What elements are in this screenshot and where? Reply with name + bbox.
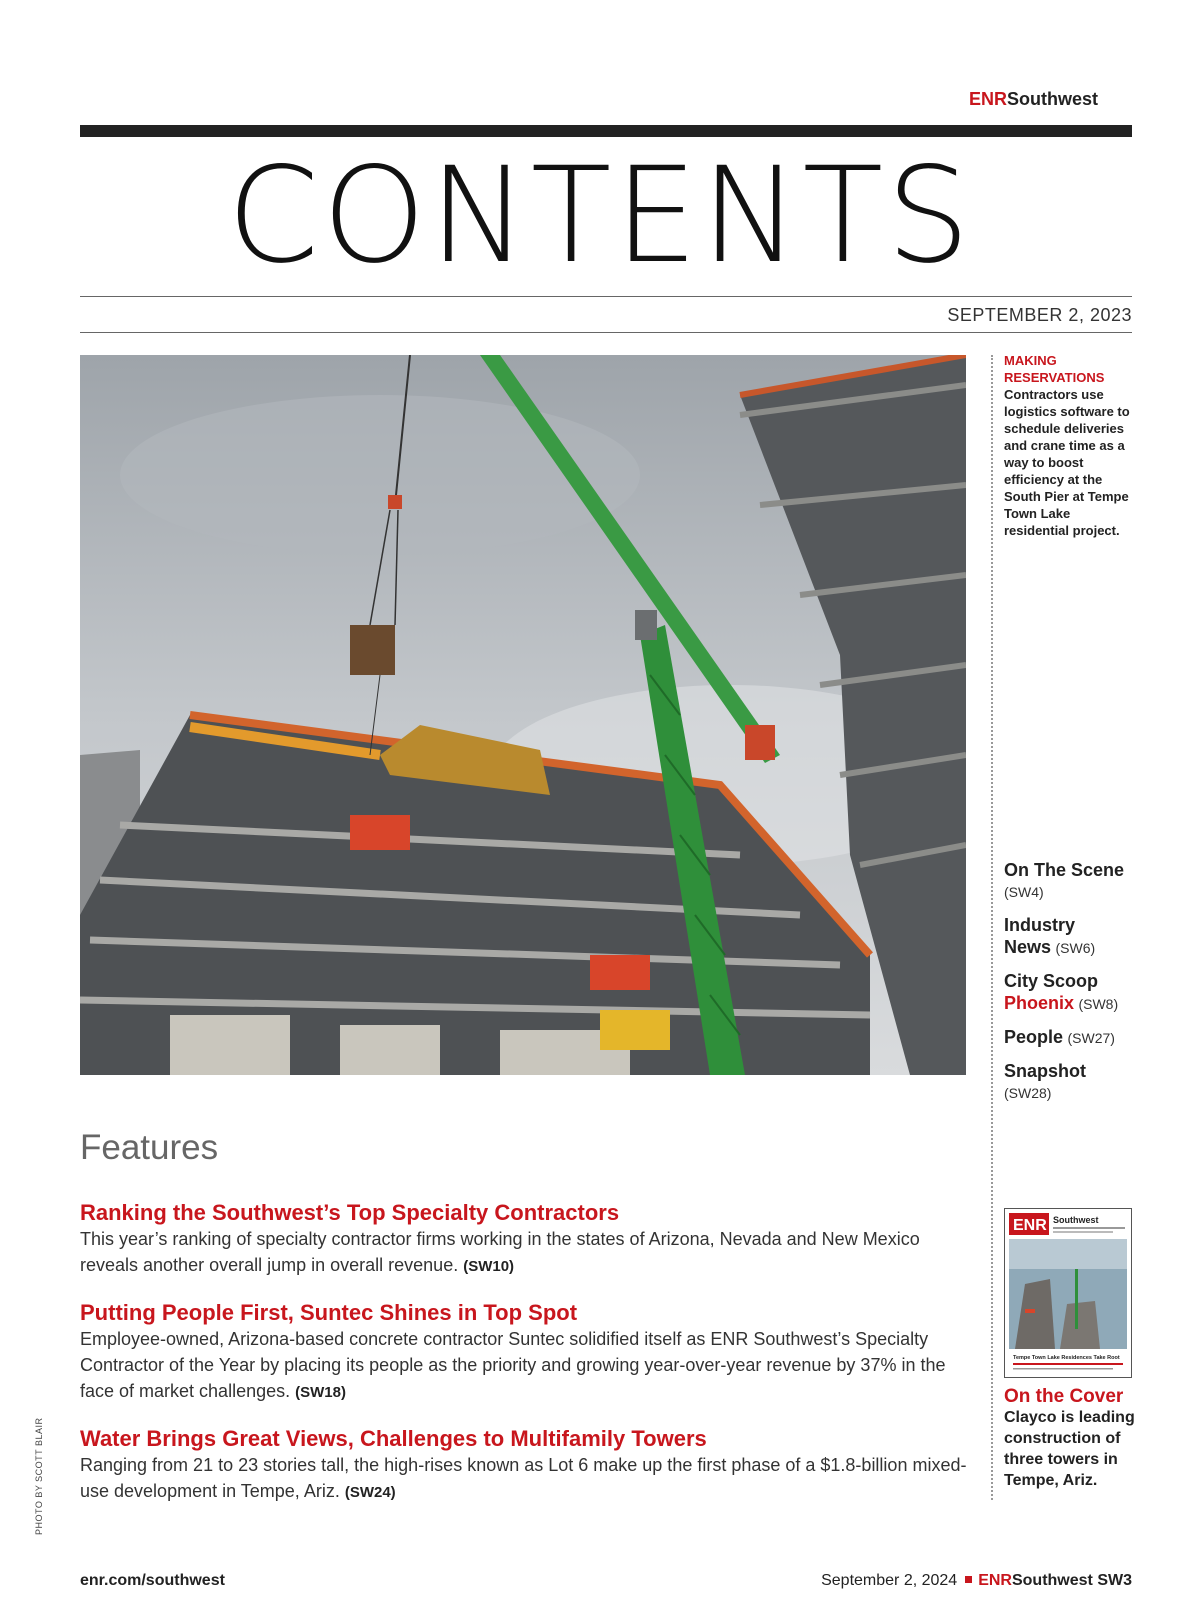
dept-name: On The Scene <box>1004 860 1125 880</box>
footer-date: September 2, 2024 <box>821 1572 958 1589</box>
feature-title: Putting People First, Suntec Shines in Top Spot <box>80 1300 578 1325</box>
feature-page: (SW24) <box>344 1484 396 1501</box>
footer-brand-region: Southwest <box>1011 1572 1093 1589</box>
footer-folio <box>821 1572 1132 1590</box>
departments-list <box>1004 860 1144 1116</box>
sidebar-divider <box>991 355 993 1500</box>
footer-url-link[interactable]: enr.com/southwest <box>80 1572 225 1589</box>
feature-description: Employee-owned, Arizona-based concrete contractor Suntec solidified itself as ENR Southwest’s Specialty Contractor of the Year by placing its people as the priority and growing year-over-year revenue by 37% in the face of market challenges. <box>80 1329 946 1401</box>
footer-brand-enr: ENR <box>978 1572 1012 1589</box>
photo-credit: PHOTO BY SCOTT BLAIR <box>34 1417 44 1535</box>
divider <box>80 296 1132 297</box>
page-title <box>0 139 1200 293</box>
cover-thumb-enr: ENR <box>1013 1217 1047 1234</box>
dept-item-people[interactable] <box>1004 1027 1144 1049</box>
feature-page: (SW10) <box>463 1258 515 1275</box>
dept-page: (SW4) <box>1004 884 1044 900</box>
feature-item[interactable] <box>80 1426 980 1506</box>
cover-image <box>1005 1209 1131 1377</box>
caption-kicker-1: MAKING <box>1004 353 1057 368</box>
issue-date: SEPTEMBER 2, 2023 <box>947 305 1132 325</box>
page-title-text: CONTENTS <box>226 139 973 293</box>
feature-body <box>80 1452 980 1506</box>
dept-item-city-scoop[interactable] <box>1004 971 1144 1015</box>
dept-item-industry-news[interactable] <box>1004 915 1124 959</box>
dept-page: (SW8) <box>1078 996 1119 1012</box>
cover-text: Clayco is leading construction of three towers in Tempe, Ariz. <box>1004 1409 1135 1489</box>
features-list <box>80 1200 980 1526</box>
caption-kicker-2: RESERVATIONS <box>1004 370 1105 385</box>
feature-title: Water Brings Great Views, Challenges to Multifamily Towers <box>80 1426 707 1451</box>
features-heading: Features <box>80 1128 219 1167</box>
cover-title: On the Cover <box>1004 1386 1124 1407</box>
cover-thumb-headline: Tempe Town Lake Residences Take Root <box>1013 1355 1120 1361</box>
feature-item[interactable] <box>80 1200 980 1280</box>
brand-logo-top <box>969 89 1098 110</box>
dept-item-on-the-scene[interactable] <box>1004 860 1144 903</box>
caption-description: Contractors use logistics software to schedule deliveries and crane time as a way to boost efficiency at the South Pier at Tempe Town Lake residential project. <box>1004 387 1130 538</box>
dept-name: Snapshot <box>1004 1061 1087 1081</box>
dept-page: (SW6) <box>1055 940 1096 956</box>
dept-page: (SW28) <box>1004 1085 1052 1101</box>
feature-description: Ranging from 21 to 23 stories tall, the high-rises known as Lot 6 make up the first phase of a $1.8-billion mixed-use development in Tempe, Ariz. <box>80 1455 967 1501</box>
brand-region: Southwest <box>1006 89 1098 109</box>
dept-item-snapshot[interactable] <box>1004 1061 1144 1104</box>
feature-page: (SW18) <box>295 1384 346 1401</box>
feature-title: Ranking the Southwest’s Top Specialty Contractors <box>80 1200 620 1225</box>
cover-thumbnail[interactable] <box>1004 1208 1132 1378</box>
feature-body <box>80 1226 980 1280</box>
dept-page: (SW27) <box>1067 1030 1115 1046</box>
brand-enr: ENR <box>968 89 1007 109</box>
dept-name: People <box>1004 1027 1064 1047</box>
divider <box>80 332 1132 333</box>
dept-name-extra: Phoenix <box>1004 993 1075 1013</box>
square-bullet-icon <box>965 1576 972 1583</box>
cover-thumb-region: Southwest <box>1053 1215 1099 1225</box>
construction-photo-illustration <box>80 355 966 1075</box>
feature-item[interactable] <box>80 1300 980 1406</box>
feature-photo <box>80 355 966 1075</box>
photo-caption <box>1004 352 1136 539</box>
feature-body <box>80 1326 980 1406</box>
footer-page-number: SW3 <box>1097 1572 1132 1589</box>
dept-name: City Scoop <box>1004 971 1099 991</box>
feature-description: This year’s ranking of specialty contractor firms working in the states of Arizona, Nevada and New Mexico reveals another overall jump in overall revenue. <box>80 1229 920 1275</box>
header-bar <box>80 125 1132 137</box>
dept-name: Industry News <box>1004 915 1076 957</box>
cover-caption <box>1004 1386 1139 1491</box>
